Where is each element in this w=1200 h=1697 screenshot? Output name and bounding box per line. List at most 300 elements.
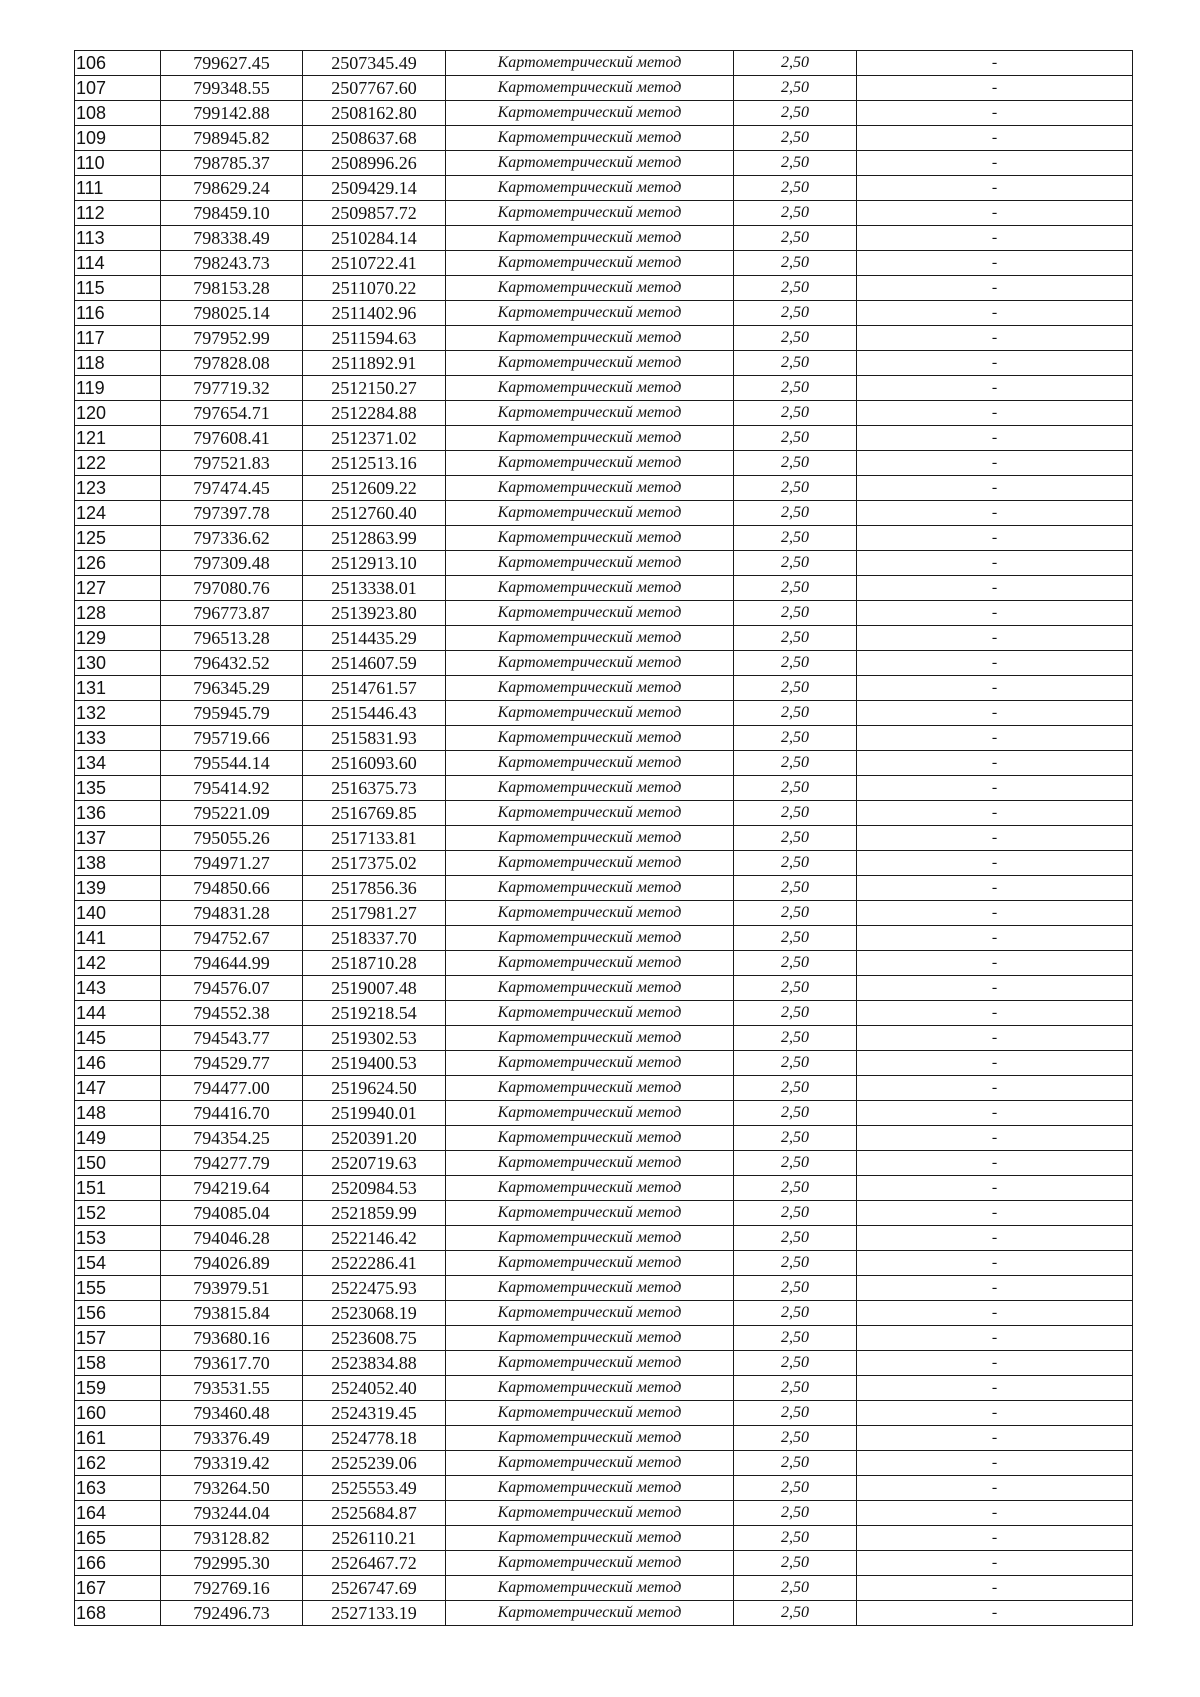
precision-cell: 2,50 bbox=[734, 651, 857, 676]
method-cell: Картометрический метод bbox=[446, 1051, 734, 1076]
x-coordinate-cell: 795945.79 bbox=[161, 701, 303, 726]
note-cell: - bbox=[857, 926, 1133, 951]
method-cell: Картометрический метод bbox=[446, 526, 734, 551]
y-coordinate-cell: 2517981.27 bbox=[303, 901, 446, 926]
x-coordinate-cell: 795055.26 bbox=[161, 826, 303, 851]
table-row bbox=[75, 1551, 1133, 1576]
precision-cell: 2,50 bbox=[734, 1351, 857, 1376]
method-cell: Картометрический метод bbox=[446, 301, 734, 326]
y-coordinate-cell: 2512513.16 bbox=[303, 451, 446, 476]
y-coordinate-cell: 2524052.40 bbox=[303, 1376, 446, 1401]
method-cell: Картометрический метод bbox=[446, 226, 734, 251]
precision-cell: 2,50 bbox=[734, 601, 857, 626]
note-cell: - bbox=[857, 526, 1133, 551]
y-coordinate-cell: 2516375.73 bbox=[303, 776, 446, 801]
note-cell: - bbox=[857, 601, 1133, 626]
table-row bbox=[75, 101, 1133, 126]
precision-cell: 2,50 bbox=[734, 551, 857, 576]
table-row bbox=[75, 1226, 1133, 1251]
precision-cell: 2,50 bbox=[734, 851, 857, 876]
y-coordinate-cell: 2520391.20 bbox=[303, 1126, 446, 1151]
note-cell: - bbox=[857, 876, 1133, 901]
point-number-cell: 136 bbox=[75, 801, 161, 826]
method-cell: Картометрический метод bbox=[446, 551, 734, 576]
x-coordinate-cell: 798153.28 bbox=[161, 276, 303, 301]
method-cell: Картометрический метод bbox=[446, 201, 734, 226]
note-cell: - bbox=[857, 126, 1133, 151]
point-number-cell: 116 bbox=[75, 301, 161, 326]
method-cell: Картометрический метод bbox=[446, 276, 734, 301]
precision-cell: 2,50 bbox=[734, 1501, 857, 1526]
precision-cell: 2,50 bbox=[734, 1251, 857, 1276]
x-coordinate-cell: 797654.71 bbox=[161, 401, 303, 426]
x-coordinate-cell: 794644.99 bbox=[161, 951, 303, 976]
method-cell: Картометрический метод bbox=[446, 1526, 734, 1551]
table-row bbox=[75, 176, 1133, 201]
table-row bbox=[75, 601, 1133, 626]
method-cell: Картометрический метод bbox=[446, 901, 734, 926]
x-coordinate-cell: 797080.76 bbox=[161, 576, 303, 601]
note-cell: - bbox=[857, 1151, 1133, 1176]
note-cell: - bbox=[857, 376, 1133, 401]
note-cell: - bbox=[857, 1326, 1133, 1351]
precision-cell: 2,50 bbox=[734, 526, 857, 551]
x-coordinate-cell: 796432.52 bbox=[161, 651, 303, 676]
table-row bbox=[75, 726, 1133, 751]
point-number-cell: 154 bbox=[75, 1251, 161, 1276]
table-row bbox=[75, 51, 1133, 76]
note-cell: - bbox=[857, 1476, 1133, 1501]
note-cell: - bbox=[857, 276, 1133, 301]
method-cell: Картометрический метод bbox=[446, 701, 734, 726]
point-number-cell: 151 bbox=[75, 1176, 161, 1201]
note-cell: - bbox=[857, 326, 1133, 351]
y-coordinate-cell: 2520984.53 bbox=[303, 1176, 446, 1201]
method-cell: Картометрический метод bbox=[446, 1576, 734, 1601]
method-cell: Картометрический метод bbox=[446, 476, 734, 501]
method-cell: Картометрический метод bbox=[446, 576, 734, 601]
table-row bbox=[75, 526, 1133, 551]
y-coordinate-cell: 2519624.50 bbox=[303, 1076, 446, 1101]
y-coordinate-cell: 2523068.19 bbox=[303, 1301, 446, 1326]
table-row bbox=[75, 351, 1133, 376]
note-cell: - bbox=[857, 426, 1133, 451]
method-cell: Картометрический метод bbox=[446, 1376, 734, 1401]
note-cell: - bbox=[857, 551, 1133, 576]
y-coordinate-cell: 2521859.99 bbox=[303, 1201, 446, 1226]
point-number-cell: 156 bbox=[75, 1301, 161, 1326]
coordinates-table bbox=[74, 50, 1133, 1626]
method-cell: Картометрический метод bbox=[446, 1001, 734, 1026]
note-cell: - bbox=[857, 576, 1133, 601]
x-coordinate-cell: 797719.32 bbox=[161, 376, 303, 401]
precision-cell: 2,50 bbox=[734, 1376, 857, 1401]
method-cell: Картометрический метод bbox=[446, 676, 734, 701]
table-row bbox=[75, 1476, 1133, 1501]
precision-cell: 2,50 bbox=[734, 51, 857, 76]
point-number-cell: 122 bbox=[75, 451, 161, 476]
precision-cell: 2,50 bbox=[734, 1401, 857, 1426]
y-coordinate-cell: 2515446.43 bbox=[303, 701, 446, 726]
note-cell: - bbox=[857, 1201, 1133, 1226]
table-row bbox=[75, 751, 1133, 776]
precision-cell: 2,50 bbox=[734, 1226, 857, 1251]
table-row bbox=[75, 651, 1133, 676]
x-coordinate-cell: 796513.28 bbox=[161, 626, 303, 651]
point-number-cell: 110 bbox=[75, 151, 161, 176]
table-row bbox=[75, 801, 1133, 826]
precision-cell: 2,50 bbox=[734, 626, 857, 651]
table-row bbox=[75, 951, 1133, 976]
y-coordinate-cell: 2524319.45 bbox=[303, 1401, 446, 1426]
table-row bbox=[75, 851, 1133, 876]
note-cell: - bbox=[857, 76, 1133, 101]
table-row bbox=[75, 1026, 1133, 1051]
x-coordinate-cell: 794971.27 bbox=[161, 851, 303, 876]
point-number-cell: 120 bbox=[75, 401, 161, 426]
note-cell: - bbox=[857, 751, 1133, 776]
table-row bbox=[75, 1451, 1133, 1476]
x-coordinate-cell: 794219.64 bbox=[161, 1176, 303, 1201]
note-cell: - bbox=[857, 976, 1133, 1001]
note-cell: - bbox=[857, 1051, 1133, 1076]
precision-cell: 2,50 bbox=[734, 1601, 857, 1626]
point-number-cell: 146 bbox=[75, 1051, 161, 1076]
table-row bbox=[75, 976, 1133, 1001]
precision-cell: 2,50 bbox=[734, 1076, 857, 1101]
x-coordinate-cell: 794354.25 bbox=[161, 1126, 303, 1151]
y-coordinate-cell: 2524778.18 bbox=[303, 1426, 446, 1451]
table-row bbox=[75, 1276, 1133, 1301]
y-coordinate-cell: 2509857.72 bbox=[303, 201, 446, 226]
table-row bbox=[75, 126, 1133, 151]
table-row bbox=[75, 1001, 1133, 1026]
x-coordinate-cell: 799627.45 bbox=[161, 51, 303, 76]
x-coordinate-cell: 795414.92 bbox=[161, 776, 303, 801]
y-coordinate-cell: 2516769.85 bbox=[303, 801, 446, 826]
x-coordinate-cell: 797336.62 bbox=[161, 526, 303, 551]
point-number-cell: 162 bbox=[75, 1451, 161, 1476]
point-number-cell: 158 bbox=[75, 1351, 161, 1376]
point-number-cell: 128 bbox=[75, 601, 161, 626]
precision-cell: 2,50 bbox=[734, 901, 857, 926]
precision-cell: 2,50 bbox=[734, 1576, 857, 1601]
table-row bbox=[75, 1201, 1133, 1226]
method-cell: Картометрический метод bbox=[446, 1351, 734, 1376]
x-coordinate-cell: 794046.28 bbox=[161, 1226, 303, 1251]
point-number-cell: 117 bbox=[75, 326, 161, 351]
precision-cell: 2,50 bbox=[734, 1326, 857, 1351]
method-cell: Картометрический метод bbox=[446, 976, 734, 1001]
x-coordinate-cell: 793376.49 bbox=[161, 1426, 303, 1451]
x-coordinate-cell: 794576.07 bbox=[161, 976, 303, 1001]
table-row bbox=[75, 1301, 1133, 1326]
coordinates-table-body bbox=[75, 51, 1133, 1626]
point-number-cell: 109 bbox=[75, 126, 161, 151]
x-coordinate-cell: 794850.66 bbox=[161, 876, 303, 901]
y-coordinate-cell: 2523834.88 bbox=[303, 1351, 446, 1376]
table-row bbox=[75, 251, 1133, 276]
point-number-cell: 140 bbox=[75, 901, 161, 926]
note-cell: - bbox=[857, 1601, 1133, 1626]
table-row bbox=[75, 1076, 1133, 1101]
note-cell: - bbox=[857, 1501, 1133, 1526]
x-coordinate-cell: 794477.00 bbox=[161, 1076, 303, 1101]
y-coordinate-cell: 2518337.70 bbox=[303, 926, 446, 951]
note-cell: - bbox=[857, 1576, 1133, 1601]
precision-cell: 2,50 bbox=[734, 926, 857, 951]
table-row bbox=[75, 1526, 1133, 1551]
method-cell: Картометрический метод bbox=[446, 651, 734, 676]
y-coordinate-cell: 2519302.53 bbox=[303, 1026, 446, 1051]
table-row bbox=[75, 201, 1133, 226]
note-cell: - bbox=[857, 626, 1133, 651]
precision-cell: 2,50 bbox=[734, 1051, 857, 1076]
table-row bbox=[75, 1376, 1133, 1401]
y-coordinate-cell: 2517375.02 bbox=[303, 851, 446, 876]
y-coordinate-cell: 2525553.49 bbox=[303, 1476, 446, 1501]
y-coordinate-cell: 2510284.14 bbox=[303, 226, 446, 251]
precision-cell: 2,50 bbox=[734, 326, 857, 351]
method-cell: Картометрический метод bbox=[446, 951, 734, 976]
point-number-cell: 150 bbox=[75, 1151, 161, 1176]
table-row bbox=[75, 326, 1133, 351]
point-number-cell: 108 bbox=[75, 101, 161, 126]
point-number-cell: 166 bbox=[75, 1551, 161, 1576]
point-number-cell: 133 bbox=[75, 726, 161, 751]
x-coordinate-cell: 798025.14 bbox=[161, 301, 303, 326]
note-cell: - bbox=[857, 901, 1133, 926]
y-coordinate-cell: 2522475.93 bbox=[303, 1276, 446, 1301]
y-coordinate-cell: 2520719.63 bbox=[303, 1151, 446, 1176]
table-row bbox=[75, 1326, 1133, 1351]
x-coordinate-cell: 797521.83 bbox=[161, 451, 303, 476]
y-coordinate-cell: 2519218.54 bbox=[303, 1001, 446, 1026]
method-cell: Картометрический метод bbox=[446, 326, 734, 351]
x-coordinate-cell: 794529.77 bbox=[161, 1051, 303, 1076]
y-coordinate-cell: 2527133.19 bbox=[303, 1601, 446, 1626]
precision-cell: 2,50 bbox=[734, 476, 857, 501]
point-number-cell: 143 bbox=[75, 976, 161, 1001]
method-cell: Картометрический метод bbox=[446, 926, 734, 951]
note-cell: - bbox=[857, 101, 1133, 126]
precision-cell: 2,50 bbox=[734, 301, 857, 326]
point-number-cell: 148 bbox=[75, 1101, 161, 1126]
table-row bbox=[75, 1151, 1133, 1176]
x-coordinate-cell: 794026.89 bbox=[161, 1251, 303, 1276]
x-coordinate-cell: 797309.48 bbox=[161, 551, 303, 576]
precision-cell: 2,50 bbox=[734, 1176, 857, 1201]
y-coordinate-cell: 2526467.72 bbox=[303, 1551, 446, 1576]
method-cell: Картометрический метод bbox=[446, 426, 734, 451]
point-number-cell: 155 bbox=[75, 1276, 161, 1301]
note-cell: - bbox=[857, 201, 1133, 226]
point-number-cell: 138 bbox=[75, 851, 161, 876]
point-number-cell: 164 bbox=[75, 1501, 161, 1526]
point-number-cell: 152 bbox=[75, 1201, 161, 1226]
y-coordinate-cell: 2517856.36 bbox=[303, 876, 446, 901]
note-cell: - bbox=[857, 351, 1133, 376]
table-row bbox=[75, 676, 1133, 701]
table-row bbox=[75, 1426, 1133, 1451]
y-coordinate-cell: 2512150.27 bbox=[303, 376, 446, 401]
point-number-cell: 167 bbox=[75, 1576, 161, 1601]
method-cell: Картометрический метод bbox=[446, 801, 734, 826]
note-cell: - bbox=[857, 951, 1133, 976]
point-number-cell: 118 bbox=[75, 351, 161, 376]
x-coordinate-cell: 793617.70 bbox=[161, 1351, 303, 1376]
x-coordinate-cell: 795719.66 bbox=[161, 726, 303, 751]
method-cell: Картометрический метод bbox=[446, 1551, 734, 1576]
note-cell: - bbox=[857, 701, 1133, 726]
point-number-cell: 119 bbox=[75, 376, 161, 401]
method-cell: Картометрический метод bbox=[446, 1401, 734, 1426]
note-cell: - bbox=[857, 51, 1133, 76]
y-coordinate-cell: 2508637.68 bbox=[303, 126, 446, 151]
note-cell: - bbox=[857, 651, 1133, 676]
x-coordinate-cell: 794752.67 bbox=[161, 926, 303, 951]
y-coordinate-cell: 2510722.41 bbox=[303, 251, 446, 276]
precision-cell: 2,50 bbox=[734, 1276, 857, 1301]
y-coordinate-cell: 2526110.21 bbox=[303, 1526, 446, 1551]
y-coordinate-cell: 2525239.06 bbox=[303, 1451, 446, 1476]
y-coordinate-cell: 2511892.91 bbox=[303, 351, 446, 376]
y-coordinate-cell: 2513338.01 bbox=[303, 576, 446, 601]
y-coordinate-cell: 2507345.49 bbox=[303, 51, 446, 76]
point-number-cell: 144 bbox=[75, 1001, 161, 1026]
point-number-cell: 147 bbox=[75, 1076, 161, 1101]
method-cell: Картометрический метод bbox=[446, 1176, 734, 1201]
table-row bbox=[75, 826, 1133, 851]
note-cell: - bbox=[857, 776, 1133, 801]
x-coordinate-cell: 793244.04 bbox=[161, 1501, 303, 1526]
x-coordinate-cell: 796773.87 bbox=[161, 601, 303, 626]
point-number-cell: 132 bbox=[75, 701, 161, 726]
precision-cell: 2,50 bbox=[734, 576, 857, 601]
precision-cell: 2,50 bbox=[734, 401, 857, 426]
x-coordinate-cell: 793460.48 bbox=[161, 1401, 303, 1426]
y-coordinate-cell: 2525684.87 bbox=[303, 1501, 446, 1526]
note-cell: - bbox=[857, 1251, 1133, 1276]
precision-cell: 2,50 bbox=[734, 1451, 857, 1476]
point-number-cell: 168 bbox=[75, 1601, 161, 1626]
y-coordinate-cell: 2512863.99 bbox=[303, 526, 446, 551]
note-cell: - bbox=[857, 1001, 1133, 1026]
method-cell: Картометрический метод bbox=[446, 776, 734, 801]
precision-cell: 2,50 bbox=[734, 1001, 857, 1026]
precision-cell: 2,50 bbox=[734, 826, 857, 851]
precision-cell: 2,50 bbox=[734, 226, 857, 251]
x-coordinate-cell: 793815.84 bbox=[161, 1301, 303, 1326]
precision-cell: 2,50 bbox=[734, 351, 857, 376]
point-number-cell: 131 bbox=[75, 676, 161, 701]
precision-cell: 2,50 bbox=[734, 951, 857, 976]
y-coordinate-cell: 2511402.96 bbox=[303, 301, 446, 326]
table-row bbox=[75, 276, 1133, 301]
table-row bbox=[75, 1051, 1133, 1076]
x-coordinate-cell: 793264.50 bbox=[161, 1476, 303, 1501]
precision-cell: 2,50 bbox=[734, 876, 857, 901]
y-coordinate-cell: 2512609.22 bbox=[303, 476, 446, 501]
precision-cell: 2,50 bbox=[734, 1476, 857, 1501]
note-cell: - bbox=[857, 501, 1133, 526]
point-number-cell: 153 bbox=[75, 1226, 161, 1251]
x-coordinate-cell: 793680.16 bbox=[161, 1326, 303, 1351]
precision-cell: 2,50 bbox=[734, 1426, 857, 1451]
method-cell: Картометрический метод bbox=[446, 851, 734, 876]
x-coordinate-cell: 793319.42 bbox=[161, 1451, 303, 1476]
method-cell: Картометрический метод bbox=[446, 826, 734, 851]
y-coordinate-cell: 2508996.26 bbox=[303, 151, 446, 176]
point-number-cell: 160 bbox=[75, 1401, 161, 1426]
note-cell: - bbox=[857, 726, 1133, 751]
method-cell: Картометрический метод bbox=[446, 176, 734, 201]
point-number-cell: 139 bbox=[75, 876, 161, 901]
precision-cell: 2,50 bbox=[734, 1201, 857, 1226]
method-cell: Картометрический метод bbox=[446, 1126, 734, 1151]
x-coordinate-cell: 797952.99 bbox=[161, 326, 303, 351]
table-row bbox=[75, 1501, 1133, 1526]
method-cell: Картометрический метод bbox=[446, 76, 734, 101]
precision-cell: 2,50 bbox=[734, 801, 857, 826]
precision-cell: 2,50 bbox=[734, 426, 857, 451]
method-cell: Картометрический метод bbox=[446, 876, 734, 901]
point-number-cell: 125 bbox=[75, 526, 161, 551]
x-coordinate-cell: 797608.41 bbox=[161, 426, 303, 451]
precision-cell: 2,50 bbox=[734, 726, 857, 751]
table-row bbox=[75, 626, 1133, 651]
point-number-cell: 141 bbox=[75, 926, 161, 951]
table-row bbox=[75, 1101, 1133, 1126]
table-row bbox=[75, 1576, 1133, 1601]
method-cell: Картометрический метод bbox=[446, 1026, 734, 1051]
method-cell: Картометрический метод bbox=[446, 1101, 734, 1126]
x-coordinate-cell: 796345.29 bbox=[161, 676, 303, 701]
x-coordinate-cell: 798629.24 bbox=[161, 176, 303, 201]
precision-cell: 2,50 bbox=[734, 1551, 857, 1576]
note-cell: - bbox=[857, 176, 1133, 201]
y-coordinate-cell: 2522146.42 bbox=[303, 1226, 446, 1251]
note-cell: - bbox=[857, 1401, 1133, 1426]
table-row bbox=[75, 376, 1133, 401]
x-coordinate-cell: 792769.16 bbox=[161, 1576, 303, 1601]
note-cell: - bbox=[857, 1376, 1133, 1401]
x-coordinate-cell: 799142.88 bbox=[161, 101, 303, 126]
y-coordinate-cell: 2511070.22 bbox=[303, 276, 446, 301]
point-number-cell: 130 bbox=[75, 651, 161, 676]
x-coordinate-cell: 794277.79 bbox=[161, 1151, 303, 1176]
note-cell: - bbox=[857, 1301, 1133, 1326]
table-row bbox=[75, 1251, 1133, 1276]
y-coordinate-cell: 2518710.28 bbox=[303, 951, 446, 976]
precision-cell: 2,50 bbox=[734, 751, 857, 776]
y-coordinate-cell: 2511594.63 bbox=[303, 326, 446, 351]
y-coordinate-cell: 2512760.40 bbox=[303, 501, 446, 526]
method-cell: Картометрический метод bbox=[446, 351, 734, 376]
point-number-cell: 163 bbox=[75, 1476, 161, 1501]
y-coordinate-cell: 2507767.60 bbox=[303, 76, 446, 101]
precision-cell: 2,50 bbox=[734, 1301, 857, 1326]
x-coordinate-cell: 793979.51 bbox=[161, 1276, 303, 1301]
point-number-cell: 165 bbox=[75, 1526, 161, 1551]
y-coordinate-cell: 2512284.88 bbox=[303, 401, 446, 426]
method-cell: Картометрический метод bbox=[446, 601, 734, 626]
precision-cell: 2,50 bbox=[734, 1101, 857, 1126]
x-coordinate-cell: 799348.55 bbox=[161, 76, 303, 101]
point-number-cell: 115 bbox=[75, 276, 161, 301]
method-cell: Картометрический метод bbox=[446, 1451, 734, 1476]
note-cell: - bbox=[857, 1176, 1133, 1201]
